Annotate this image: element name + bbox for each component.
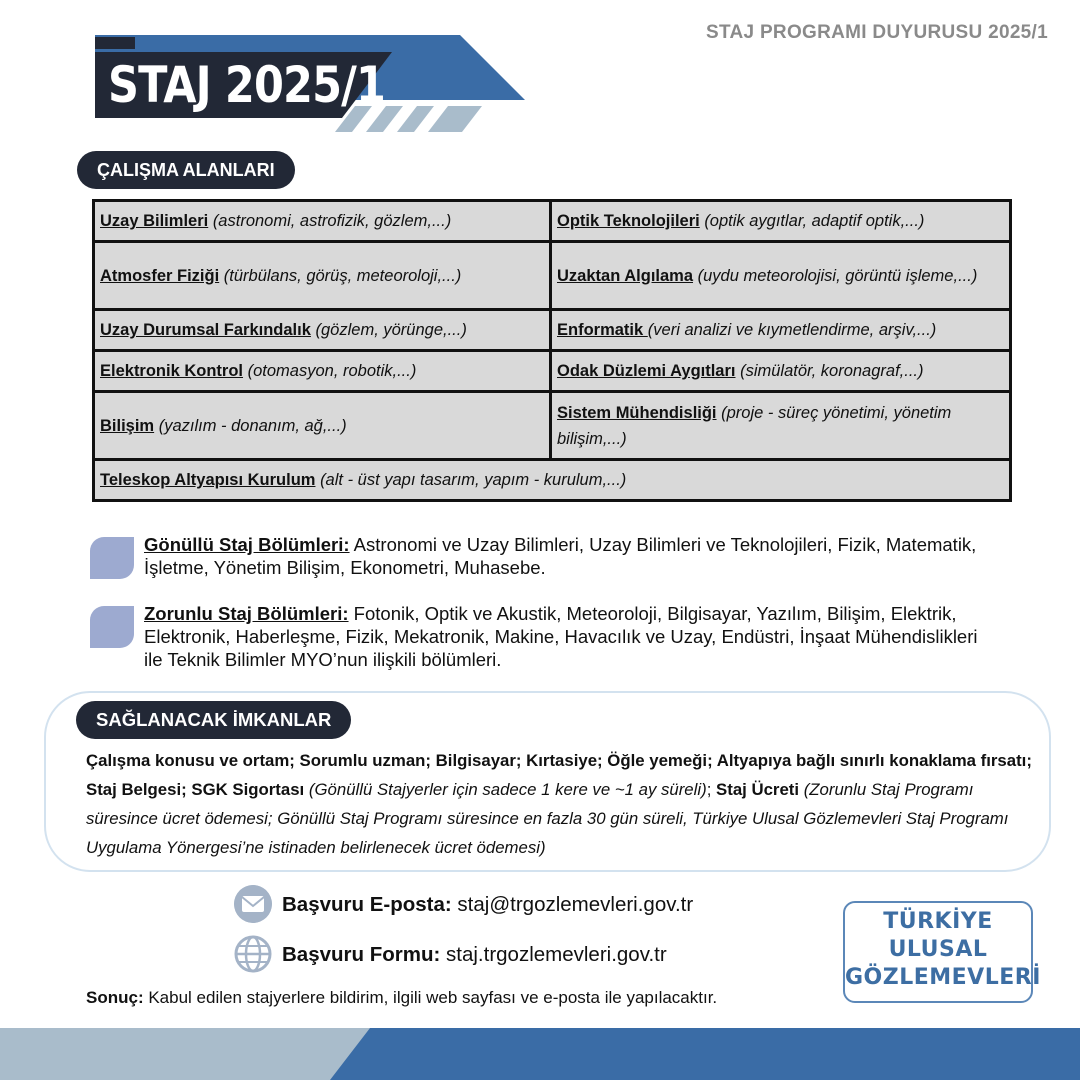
bullet-marker	[90, 537, 134, 579]
area-cell	[551, 310, 1011, 351]
contact-email-row	[234, 893, 693, 917]
email-label: Başvuru E-posta:	[282, 893, 452, 916]
voluntary-departments	[90, 533, 990, 579]
area-cell	[94, 392, 551, 460]
table-row	[94, 310, 1011, 351]
banner-stripe	[428, 106, 482, 132]
facilities-text	[86, 746, 1036, 862]
contact-form-row	[234, 943, 667, 967]
area-cell	[94, 201, 551, 242]
area-title: Uzay Bilimleri	[100, 212, 209, 230]
table-row	[94, 460, 1011, 501]
area-cell	[551, 392, 1011, 460]
area-detail: (simülatör, koronagraf,...)	[740, 362, 924, 380]
observatories-logo	[843, 901, 1041, 1003]
area-detail: (uydu meteorolojisi, görüntü işleme,...)	[697, 266, 978, 285]
footer-band	[0, 1028, 1080, 1080]
area-detail: (türbülans, görüş, meteoroloji,...)	[223, 266, 462, 285]
area-detail: (gözlem, yörünge,...)	[315, 321, 467, 339]
announcement-reference: STAJ PROGRAMI DUYURUSU 2025/1	[706, 22, 1048, 43]
voluntary-list: Astronomi ve Uzay Bilimleri, Uzay Bilimleri ve Teknolojileri, Fizik, Matematik, İşletme, Yönetim Bilişim, Ekonometri, Muhasebe.	[144, 534, 977, 578]
envelope-icon	[234, 885, 272, 923]
facilities-separator: ;	[706, 780, 717, 799]
area-detail: (alt - üst yapı tasarım, yapım - kurulum,...)	[320, 471, 627, 489]
area-cell	[94, 242, 551, 310]
area-detail: (optik aygıtlar, adaptif optik,...)	[704, 212, 925, 230]
area-title: Odak Düzlemi Aygıtları	[557, 362, 736, 380]
banner-title: STAJ 2025/1	[108, 56, 386, 114]
form-value[interactable]: staj.trgozlemevleri.gov.tr	[440, 943, 667, 966]
result-label: Sonuç:	[86, 988, 144, 1007]
banner-tab	[95, 37, 135, 49]
facilities-list: Çalışma konusu ve ortam; Sorumlu uzman; Bilgisayar; Kırtasiye; Öğle yemeği; Altyapıya bağlı sınırlı konaklama fırsatı; Staj Belgesi; SGK Sigortası	[86, 751, 1032, 799]
table-row	[94, 242, 1011, 310]
area-cell	[551, 242, 1011, 310]
stipend-label: Staj Ücreti	[716, 780, 800, 799]
area-title: Atmosfer Fiziği	[100, 266, 220, 285]
stipend-note: (Zorunlu Staj Programı süresince ücret ödemesi; Gönüllü Staj Programı süresince en fazla 30 gün süreli, Türkiye Ulusal Gözlemevleri Staj Programı Uygulama Yönergesi’ne istinaden belirlenecek ücret ödemesi)	[86, 780, 1009, 857]
voluntary-label: Gönüllü Staj Bölümleri:	[144, 534, 350, 555]
area-detail: (proje - süreç yönetimi, yönetim bilişim,...)	[557, 403, 952, 448]
area-title: Optik Teknolojileri	[557, 212, 700, 230]
area-title: Teleskop Altyapısı Kurulum	[100, 471, 316, 489]
table-row	[94, 392, 1011, 460]
work-areas-table	[92, 199, 1012, 502]
result-text: Kabul edilen stajyerlere bildirim, ilgili web sayfası ve e-posta ile yapılacaktır.	[143, 988, 718, 1007]
banner-stripe	[397, 106, 434, 132]
facilities-heading: SAĞLANACAK İMKANLAR	[76, 701, 351, 739]
form-label: Başvuru Formu:	[282, 943, 441, 966]
bullet-marker	[90, 606, 134, 648]
mandatory-list: Fotonik, Optik ve Akustik, Meteoroloji, Bilgisayar, Yazılım, Bilişim, Elektrik, Elektronik, Haberleşme, Fizik, Mekatronik, Makine, Havacılık ve Uzay, Endüstri, İnşaat Mühendislikleri ile Teknik Bilimler MYO’nun ilişkili bölümleri.	[144, 603, 978, 670]
table-row	[94, 201, 1011, 242]
area-detail: (yazılım - donanım, ağ,...)	[158, 416, 347, 435]
area-title: Elektronik Kontrol	[100, 362, 244, 380]
area-cell	[551, 201, 1011, 242]
area-title: Sistem Mühendisliği	[557, 403, 717, 422]
area-cell	[94, 310, 551, 351]
logo-line: ULUSAL	[888, 937, 988, 962]
area-title: Bilişim	[100, 416, 155, 435]
area-cell	[551, 351, 1011, 392]
table-row	[94, 351, 1011, 392]
mandatory-label: Zorunlu Staj Bölümleri:	[144, 603, 349, 624]
area-title: Uzaktan Algılama	[557, 266, 694, 285]
area-detail: (astronomi, astrofizik, gözlem,...)	[212, 212, 452, 230]
email-value[interactable]: staj@trgozlemevleri.gov.tr	[451, 893, 694, 916]
mandatory-departments	[90, 602, 990, 671]
facilities-note: (Gönüllü Stajyerler için sadece 1 kere ve ~1 ay süreli)	[304, 780, 707, 799]
area-cell	[94, 351, 551, 392]
logo-line: TÜRKİYE	[883, 909, 993, 934]
area-cell	[94, 460, 1011, 501]
area-detail: (veri analizi ve kıymetlendirme, arşiv,...)	[647, 321, 937, 339]
area-title: Uzay Durumsal Farkındalık	[100, 321, 311, 339]
result-note	[86, 988, 717, 1008]
area-title: Enformatik	[557, 321, 648, 339]
logo-line: GÖZLEMEVLERİ	[845, 965, 1041, 990]
globe-icon	[234, 935, 272, 973]
area-detail: (otomasyon, robotik,...)	[247, 362, 417, 380]
areas-heading: ÇALIŞMA ALANLARI	[77, 151, 295, 189]
